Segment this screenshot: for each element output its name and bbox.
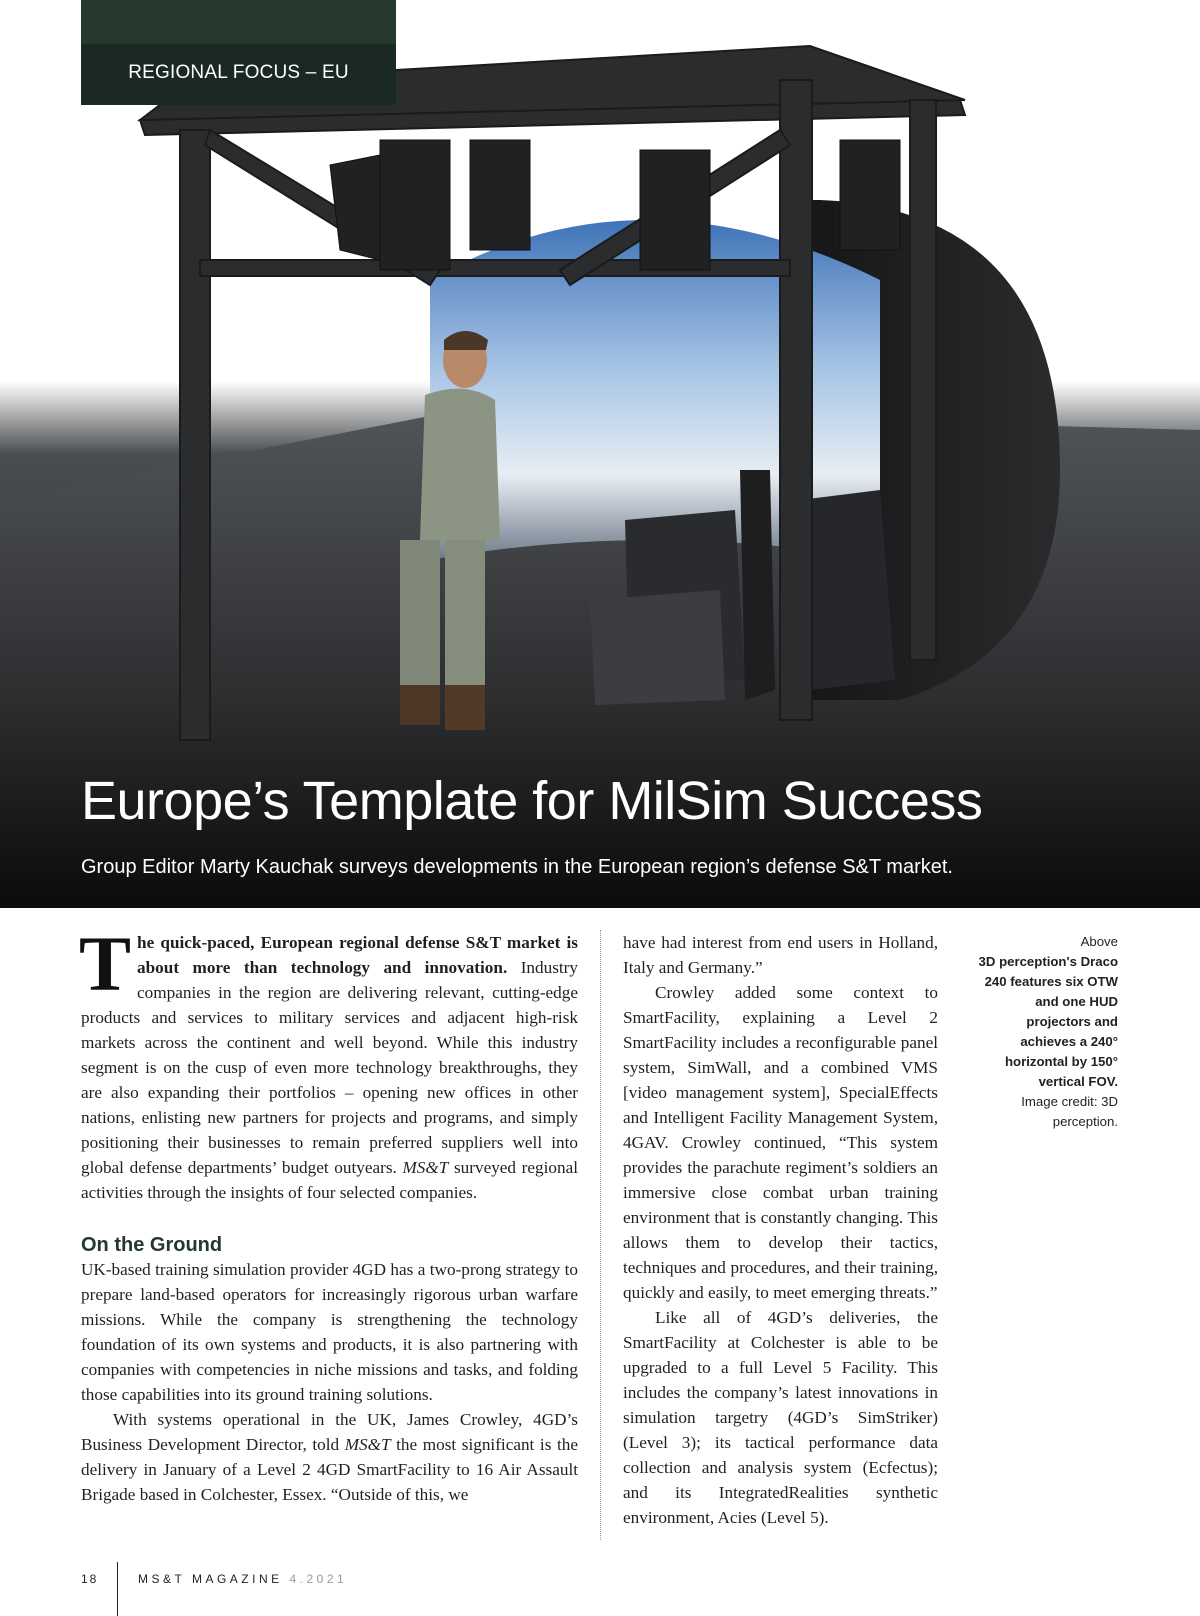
headline: Europe’s Template for MilSim Success bbox=[81, 771, 983, 831]
article-column-2 bbox=[623, 930, 938, 1530]
dropcap: T bbox=[79, 920, 132, 1007]
author-name: Marty Kauchak bbox=[199, 856, 334, 878]
magazine-name: MS&T MAGAZINE bbox=[138, 1572, 283, 1586]
publication-name: MS&T bbox=[402, 1158, 449, 1177]
page-number: 18 bbox=[81, 1572, 99, 1586]
section-tag-stripe bbox=[81, 0, 396, 44]
caption-body: 3D perception's Draco 240 features six OTW and one HUD projectors and achieves a 240° horizontal by 150° vertical FOV. bbox=[978, 954, 1118, 1089]
standfirst-prefix: Group Editor bbox=[81, 856, 195, 878]
paragraph-3-end: the most significant is the delivery in January of a Level 2 4GD SmartFacility to 16 Air Assault Brigade based in Colchester, Essex. “Outside of this, we bbox=[81, 1435, 578, 1504]
footer-rule bbox=[117, 1562, 118, 1616]
standfirst-suffix: surveys developments in the European region’s defense S&T market. bbox=[338, 856, 953, 878]
subhead: On the Ground bbox=[81, 1234, 223, 1256]
intro-text: Industry companies in the region are delivering relevant, cutting-edge products and services to military services and adjacent high-risk markets across the continent and well beyond. While this industry segment is on the cusp of even more technology breakthroughs, they are also expanding their portfolios – opening new offices in other nations, enlisting new partners for projects and programs, and simply positioning their businesses to remain preferred suppliers well into global defense departments’ budget outyears. bbox=[81, 958, 578, 1177]
lead-text: he quick-paced, European regional defense S&T market is about more than technology and innovation. bbox=[137, 933, 578, 977]
column-divider bbox=[600, 930, 601, 1540]
intro-end: surveyed regional activities through the insights of four selected companies. bbox=[81, 1158, 578, 1202]
paragraph-3-start: With systems operational in the UK, James Crowley, 4GD’s Business Development Director, told bbox=[81, 1410, 578, 1454]
section-tag bbox=[81, 0, 396, 105]
paragraph-5: Crowley added some context to SmartFacility, explaining a Level 2 SmartFacility includes a reconfigurable panel system, SimWall, and a combined VMS [video management system], SpecialEffects and Intelligent Facility Management System, 4GAV. Crowley continued, “This system provides the parachute regiment’s soldiers an immersive close combat urban training environment that is constantly changing. This allows them to develop their tactics, techniques and procedures, and their training, quickly and easily, to meet emerging threats.” bbox=[623, 983, 938, 1302]
paragraph-intro bbox=[79, 920, 578, 1205]
caption-credit: Image credit: 3D perception. bbox=[1021, 1094, 1118, 1129]
section-tag-label: REGIONAL FOCUS – EU bbox=[128, 62, 349, 83]
standfirst bbox=[81, 856, 953, 879]
paragraph-2: UK-based training simulation provider 4GD has a two-prong strategy to prepare land-based operators for increasingly rigorous urban warfare missions. While the company is strengthening the technology foundation of its own systems and products, it is also partnering with companies with competencies in niche missions and tasks, and folding those capabilities into its ground training solutions. bbox=[81, 1260, 578, 1404]
paragraph-6: Like all of 4GD’s deliveries, the SmartFacility at Colchester is able to be upgraded to a full Level 5 Facility. This includes the company’s latest innovations in simulation targetry (4GD’s SimStriker) (Level 3); its tactical performance data collection and analysis system (Ecfectus); and its IntegratedRealities synthetic environment, Acies (Level 5). bbox=[623, 1308, 938, 1527]
article-column-1 bbox=[79, 920, 578, 1507]
image-caption bbox=[968, 932, 1118, 1132]
paragraph-3 bbox=[81, 1407, 578, 1507]
issue-number: 4.2021 bbox=[289, 1572, 348, 1586]
publication-name: MS&T bbox=[344, 1435, 391, 1454]
magazine-footer bbox=[138, 1572, 347, 1586]
caption-label: Above bbox=[1080, 934, 1118, 949]
paragraph-4: have had interest from end users in Holland, Italy and Germany.” bbox=[623, 933, 938, 977]
